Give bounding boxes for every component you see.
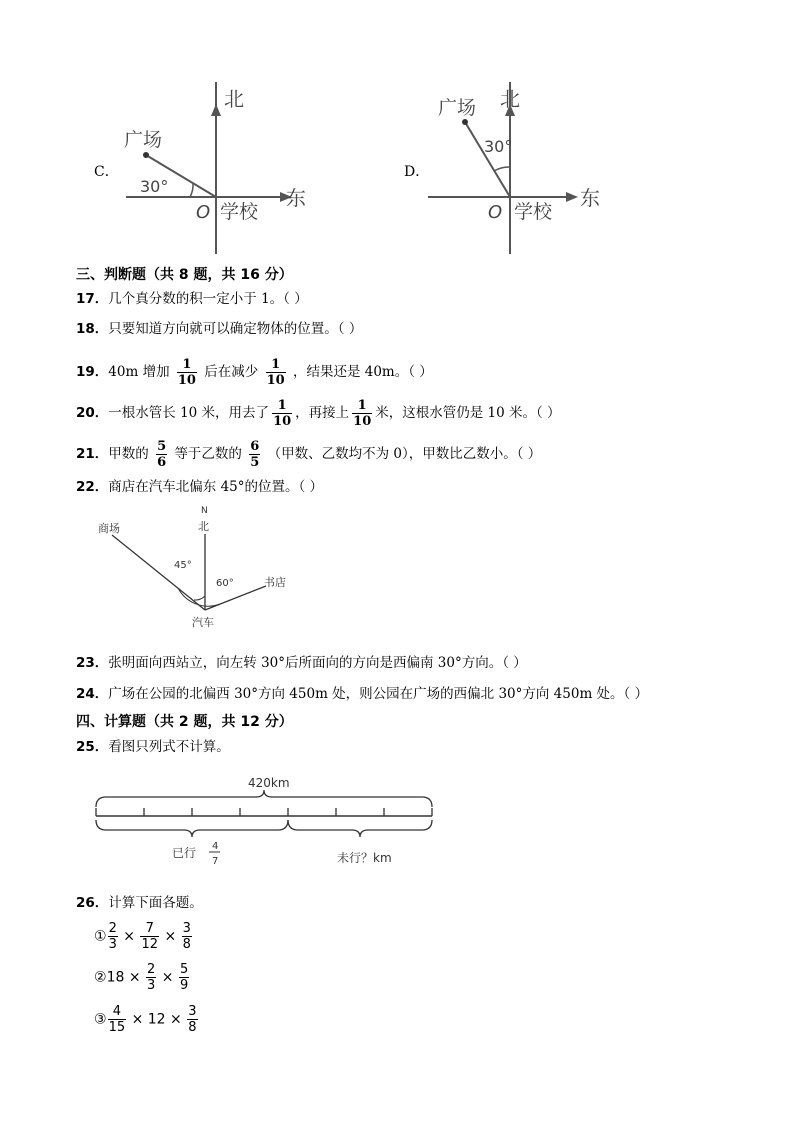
fraction [187,1004,197,1035]
denominator: 15 [108,1020,126,1035]
question-text: 几个真分数的积一定小于 1。（ ） [108,291,308,307]
question-number: 23． [76,655,109,671]
text-part: 40m 增加 [108,364,170,380]
text-part: 甲数的 [108,446,149,462]
denominator: 8 [182,937,191,952]
numerator: 5 [179,962,189,977]
square-label: 广场 [124,129,163,151]
question-number: 17． [76,291,109,307]
calc-item-2 [94,962,190,993]
item-mark: ① [94,928,107,945]
square-ray [465,122,513,197]
numerator: 1 [357,398,367,413]
option-d-diagram [428,82,618,257]
done-label: 已行 [172,846,197,860]
north-label: 北 [224,87,244,111]
text-part: 等于乙数的 [174,446,242,462]
question-18 [76,319,362,339]
option-c-label: C． [94,164,119,180]
numerator: 4 [112,1004,121,1019]
angle-arc-45 [194,596,205,600]
north-arrow [211,104,221,116]
question-number: 24． [76,686,109,702]
question-number: 19． [76,364,109,380]
fraction [140,921,159,952]
section-3-title: 三、判断题（共 8 题，共 16 分） [76,267,293,283]
text-part: 米，这根水管仍是 10 米。（ ） [375,405,561,421]
question-number: 26． [76,895,109,911]
question-25 [76,737,230,757]
car-label: 汽车 [192,616,214,629]
fraction [177,357,197,388]
question-26 [76,893,203,913]
denominator: 5 [250,455,260,470]
text-part: （甲数、乙数均不为 0），甲数比乙数小。（ ） [267,446,542,462]
n-label: N [201,506,208,516]
denominator: 3 [108,937,117,952]
section-4-title: 四、计算题（共 2 题，共 12 分） [76,714,293,730]
question-number: 22． [76,479,109,495]
q25-segment-diagram [88,770,440,870]
calc-item-1 [94,921,193,952]
angle-label: 30° [484,137,513,156]
text-part: ，结果还是 40m。（ ） [292,364,433,380]
square-point [143,152,149,158]
angle-60-label: 60° [216,578,234,589]
number: 12 [147,1011,166,1028]
remain-label: 未行？km [337,851,392,865]
numerator: 1 [182,357,192,372]
done-brace [96,820,288,837]
denominator: 3 [147,978,156,993]
east-arrow [566,192,578,202]
question-number: 25． [76,739,109,755]
question-text: 看图只列式不计算。 [108,739,230,755]
denominator: 8 [188,1020,197,1035]
question-21 [76,439,541,470]
fraction [272,398,292,429]
question-17 [76,289,308,309]
text-part: 一根水管长 10 米，用去了 [108,405,270,421]
question-19 [76,357,433,388]
fraction [266,357,286,388]
question-text: 张明面向西站立，向左转 30°后所面向的方向是西偏南 30°方向。（ ） [108,655,527,671]
numerator: 1 [277,398,287,413]
numerator: 7 [145,921,154,936]
fraction [146,962,156,993]
operator: × [161,969,174,986]
angle-45-label: 45° [174,560,192,571]
fraction [249,439,260,470]
option-c-diagram [120,82,320,257]
numerator: 6 [250,439,260,454]
total-brace [96,790,432,807]
question-number: 20． [76,405,109,421]
east-label: 东 [286,186,306,210]
operator: × [170,1011,182,1028]
denominator: 10 [266,373,285,388]
north-label: 北 [198,520,209,533]
total-label: 420km [248,776,290,790]
numerator: 2 [147,962,156,977]
origin-label: O [488,202,503,223]
question-number: 18． [76,321,109,337]
remain-brace [288,820,432,837]
fraction [182,921,192,952]
done-denominator: 7 [212,856,219,867]
question-text: 计算下面各题。 [108,895,203,911]
done-numerator: 4 [212,841,219,852]
fraction [179,962,189,993]
angle-arc-60 [178,588,220,606]
fraction [156,439,167,470]
north-label: 北 [500,87,520,111]
denominator: 10 [353,414,372,429]
question-text: 商店在汽车北偏东 45°的位置。（ ） [108,479,324,495]
operator: × [131,1011,144,1028]
fraction [108,921,118,952]
question-number: 21． [76,446,109,462]
question-24 [76,684,648,704]
question-text: 只要知道方向就可以确定物体的位置。（ ） [108,321,363,337]
text-part: 后在减少 [204,364,259,380]
school-label: 学校 [220,201,259,223]
operator: × [123,928,136,945]
q22-direction-diagram [94,502,304,632]
fraction [108,1004,127,1035]
school-label: 学校 [514,201,553,223]
calc-item-3 [94,1004,199,1035]
bookstore-label: 书店 [264,576,286,589]
operator: × [164,928,177,945]
bookstore-ray [205,586,266,610]
denominator: 12 [141,937,159,952]
denominator: 6 [157,455,167,470]
square-label: 广场 [438,97,477,119]
question-22 [76,477,323,497]
denominator: 9 [179,978,189,993]
angle-arc [494,167,510,171]
angle-label: 30° [140,177,169,196]
numerator: 3 [188,1004,197,1019]
operator: × [128,969,141,986]
number: 18 [106,969,125,986]
east-label: 东 [580,186,600,210]
square-point [462,119,468,125]
text-part: ，再接上 [295,405,350,421]
numerator: 1 [271,357,281,372]
fraction [352,398,372,429]
numerator: 5 [157,439,167,454]
item-mark: ② [94,969,107,986]
numerator: 2 [108,921,117,936]
question-20 [76,398,561,429]
denominator: 10 [177,373,196,388]
mall-ray [112,535,205,610]
numerator: 3 [182,921,191,936]
denominator: 10 [273,414,292,429]
item-mark: ③ [94,1011,107,1028]
question-23 [76,653,527,673]
option-d-label: D． [404,164,430,180]
origin-label: O [196,202,211,223]
mall-label: 商场 [98,522,120,535]
question-text: 广场在公园的北偏西 30°方向 450m 处，则公园在广场的西偏北 30°方向 450m 处。（ ） [108,686,649,702]
angle-arc [190,183,193,197]
